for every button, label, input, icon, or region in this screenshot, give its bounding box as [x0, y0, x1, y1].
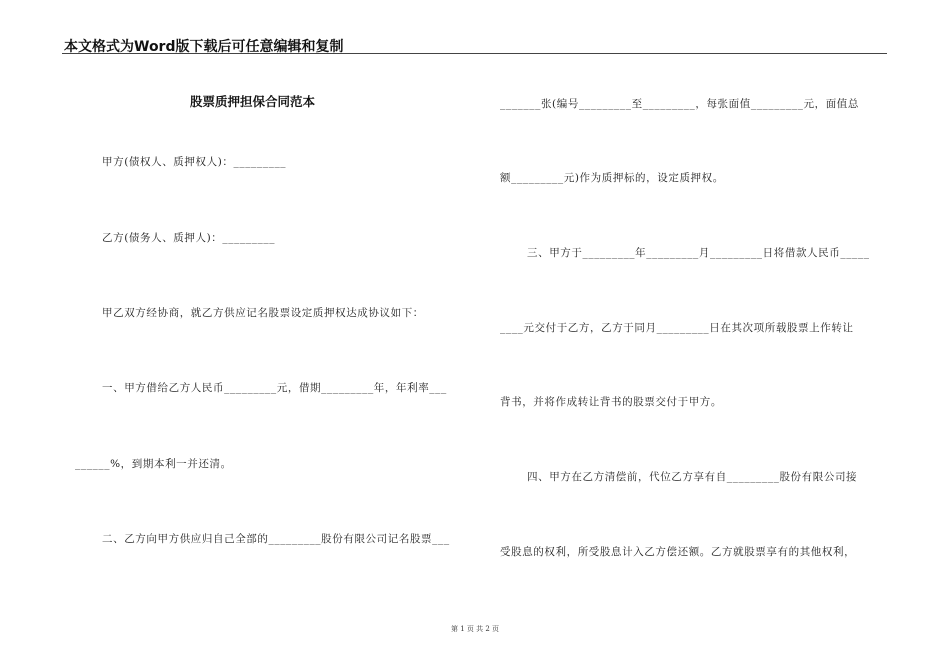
document-banner: 本文格式为Word版下载后可任意编辑和复制: [64, 39, 344, 55]
party-b-line: 乙方(债务人、质押人)：_________: [102, 232, 276, 244]
page-number: 第 1 页 共 2 页: [450, 625, 500, 633]
clause-2-line-1: 二、乙方向甲方供应归自己全部的_________股份有限公司记名股票___: [102, 533, 450, 545]
clause-2-line-3: 额_________元)作为质押标的，设定质押权。: [500, 172, 724, 184]
clause-4-line-2: 受股息的权利，所受股息计入乙方偿还额。乙方就股票享有的其他权利，: [500, 546, 856, 558]
party-a-line: 甲方(债权人、质押权人)：_________: [102, 156, 287, 168]
clause-1-line-1: 一、甲方借给乙方人民币_________元，借期_________年，年利率___: [102, 382, 447, 394]
clause-3-line-2: ____元交付于乙方，乙方于同月_________日在其次项所载股票上作转让: [500, 322, 854, 334]
clause-2-line-2: _______张(编号_________至_________，每张面值_________元，面值总: [500, 98, 859, 110]
clause-3-line-1: 三、甲方于_________年_________月_________日将借款人民币_____: [527, 247, 870, 259]
clause-3-line-3: 背书，并将作成转让背书的股票交付于甲方。: [500, 396, 722, 408]
banner-divider: [62, 53, 887, 54]
contract-title: 股票质押担保合同范本: [190, 94, 316, 109]
clause-4-line-1: 四、甲方在乙方清偿前，代位乙方享有自_________股份有限公司接: [527, 471, 858, 483]
clause-1-line-2: ______%，到期本利一并还清。: [75, 458, 232, 470]
agreement-intro: 甲乙双方经协商，就乙方供应记名股票设定质押权达成协议如下：: [102, 307, 424, 319]
